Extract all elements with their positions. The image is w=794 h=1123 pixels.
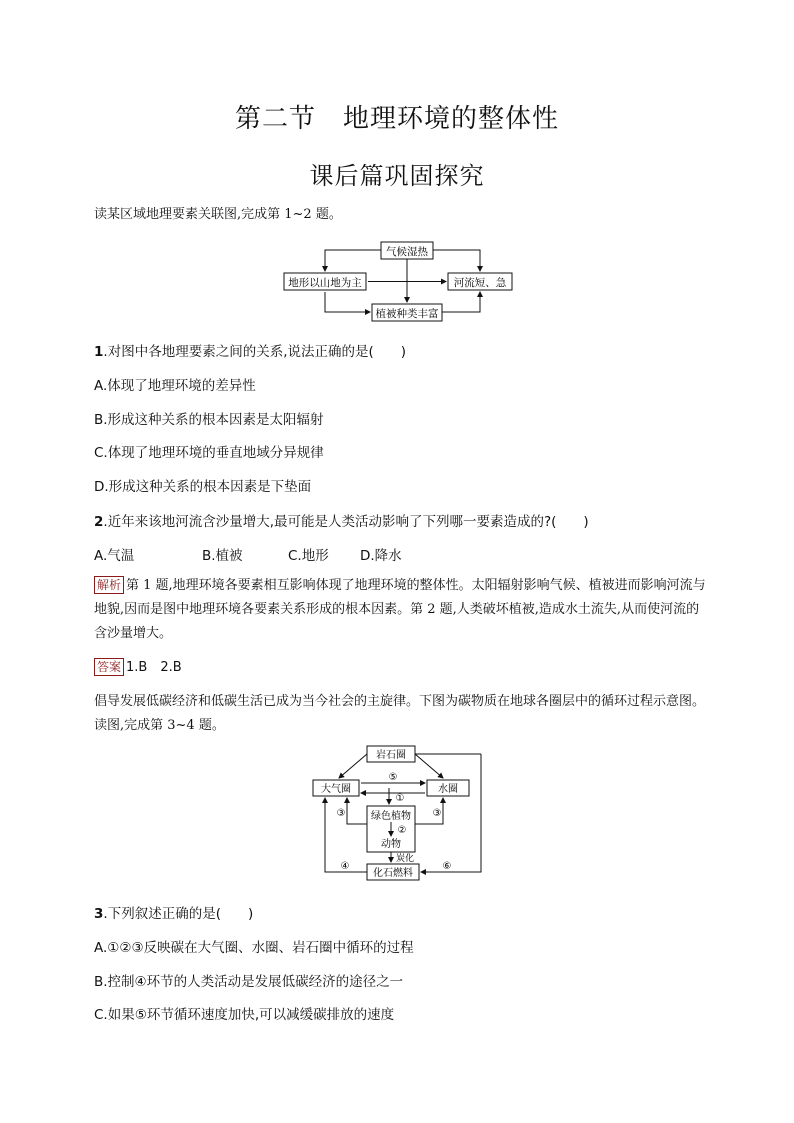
question-3-stem: .下列叙述正确的是( )	[103, 906, 254, 922]
label-river: 河流短、急	[453, 277, 507, 289]
question-2-stem: .近年来该地河流含沙量增大,最可能是人类活动影响了下列哪一要素造成的?( )	[103, 514, 589, 530]
q2-options	[94, 544, 402, 564]
q1-option-b: B.形成这种关系的根本因素是太阳辐射	[94, 412, 324, 428]
q2-option-b: B.植被	[202, 548, 243, 564]
arrow-vegetation-river	[442, 292, 480, 312]
answer-tag: 答案	[94, 658, 124, 676]
label-step-6: ⑥	[442, 861, 452, 872]
label-vegetation: 植被种类丰富	[375, 308, 439, 320]
analysis-tag: 解析	[94, 576, 124, 594]
label-hydrosphere: 水圈	[438, 784, 458, 795]
label-landform: 地形以山地为主	[288, 277, 362, 289]
analysis-text: 第 1 题,地理环境各要素相互影响体现了地理环境的整体性。太阳辐射影响气候、植被进而影响河流与地貌,因而是图中地理环境各要素关系形成的根本因素。第 2 题,人类破坏植被,造成水土流失,从而使河流的含沙量增大。	[94, 578, 706, 641]
label-fossil-fuel: 化石燃料	[373, 868, 413, 879]
label-lithosphere: 岩石圈	[376, 750, 406, 761]
question-2-number: 2	[94, 514, 104, 530]
label-atmosphere: 大气圈	[321, 784, 351, 795]
arrow-landform-vegetation	[325, 292, 370, 312]
question-3-number: 3	[94, 906, 104, 922]
question-1-stem: .对图中各地理要素之间的关系,说法正确的是( )	[103, 344, 407, 360]
q3-option-c: C.如果⑤环节循环速度加快,可以减缓碳排放的速度	[94, 1007, 395, 1023]
arrow-climate-landform	[325, 250, 381, 271]
label-climate: 气候湿热	[386, 246, 428, 258]
label-step-2: ②	[397, 825, 407, 836]
label-step-1: ①	[395, 793, 405, 804]
question-1-number: 1	[94, 344, 104, 360]
arrow-climate-river	[433, 250, 480, 271]
page-subtitle: 课后篇巩固探究	[309, 162, 485, 190]
q2-option-a: A.气温	[94, 548, 135, 564]
label-step-5: ⑤	[388, 772, 398, 783]
q1-option-d: D.形成这种关系的根本因素是下垫面	[94, 479, 312, 495]
intro-2: 倡导发展低碳经济和低碳生活已成为当今社会的主旋律。下图为碳物质在地球各圈层中的循环过程示意图。读图,完成第 3~4 题。	[94, 694, 706, 733]
question-3	[94, 902, 714, 922]
label-step-3-right: ③	[432, 808, 442, 819]
answer-block	[94, 656, 182, 676]
question-2	[94, 510, 714, 530]
diagram-elements-relationship	[280, 236, 520, 326]
diagram-carbon-cycle	[305, 742, 485, 884]
q2-option-d: D.降水	[360, 548, 402, 564]
question-1	[94, 340, 714, 360]
label-step-4: ④	[340, 861, 350, 872]
q3-option-a: A.①②③反映碳在大气圈、水圈、岩石圈中循环的过程	[94, 940, 414, 956]
label-carbonization: 炭化	[395, 854, 415, 864]
q3-option-b: B.控制④环节的人类活动是发展低碳经济的途径之一	[94, 974, 404, 990]
answer-text: 1.B 2.B	[126, 660, 182, 675]
label-step-3-left: ③	[336, 808, 346, 819]
label-green-plants: 绿色植物	[371, 811, 411, 822]
q1-option-a: A.体现了地理环境的差异性	[94, 378, 256, 394]
q2-option-c: C.地形	[288, 548, 329, 564]
analysis-block	[94, 574, 706, 646]
page-title: 第二节 地理环境的整体性	[234, 104, 559, 134]
label-animals: 动物	[381, 839, 401, 850]
intro-1: 读某区域地理要素关联图,完成第 1~2 题。	[94, 207, 342, 222]
q1-option-c: C.体现了地理环境的垂直地域分异规律	[94, 445, 324, 461]
